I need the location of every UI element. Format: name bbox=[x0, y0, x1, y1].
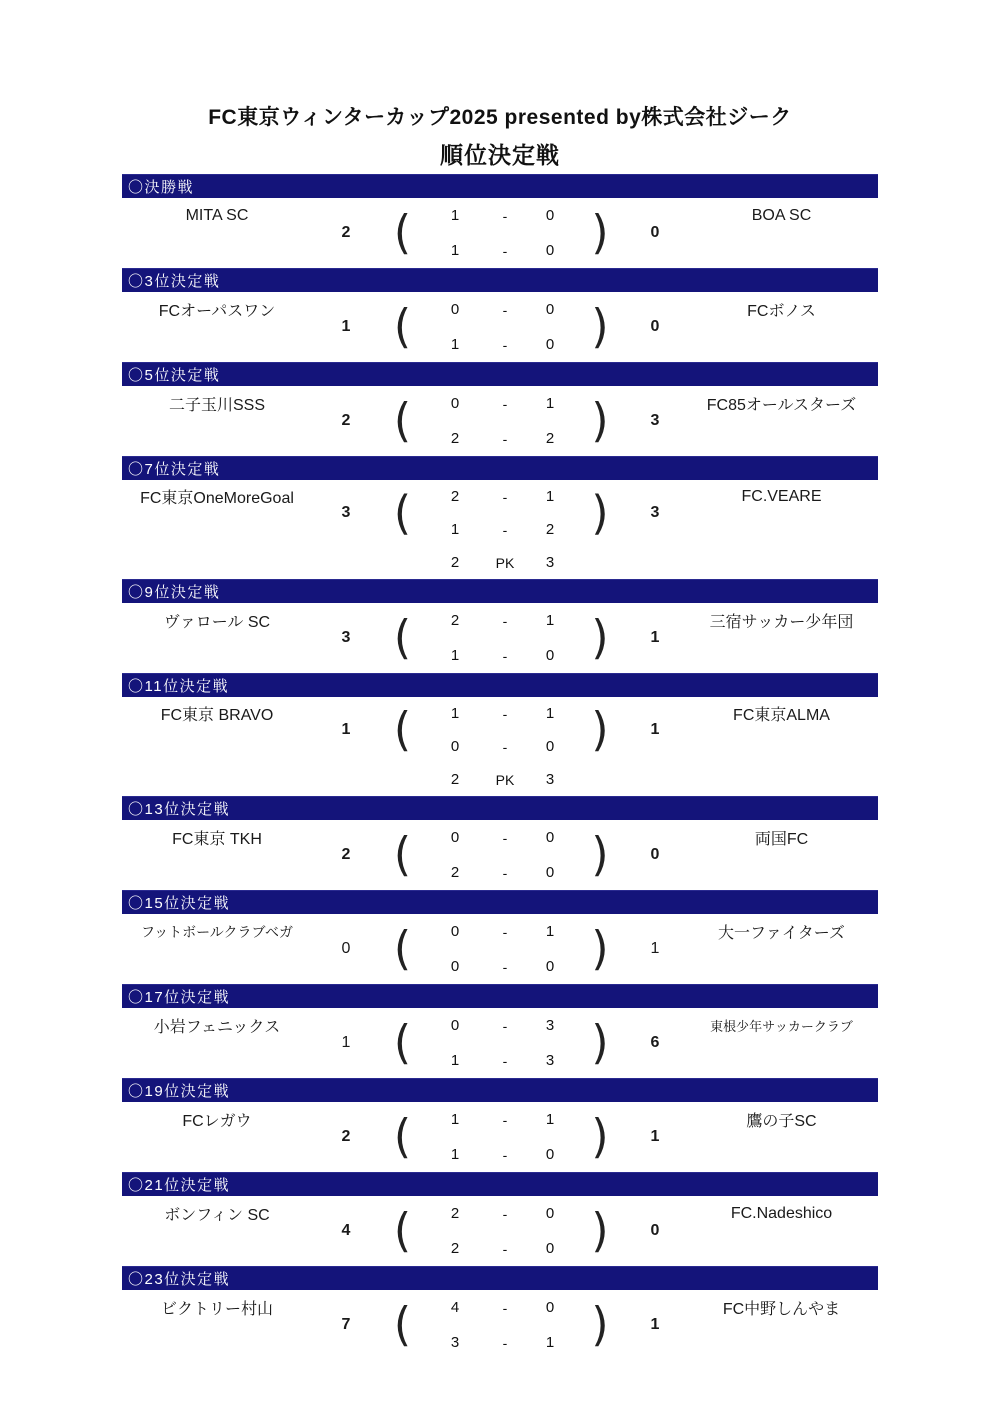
close-paren: ) bbox=[591, 703, 609, 757]
away-team-name: FC85オールスターズ bbox=[706, 397, 857, 414]
section-header-label: 〇23位決定戦 bbox=[128, 1271, 231, 1288]
away-team-name: FC中野しんやま bbox=[722, 1301, 841, 1318]
match-row bbox=[122, 386, 878, 456]
section-header-label: 〇17位決定戦 bbox=[128, 989, 231, 1006]
period2-separator: - bbox=[502, 647, 508, 664]
match-row bbox=[122, 603, 878, 673]
period1-away-score: 0 bbox=[545, 1299, 555, 1316]
period1-home-score: 0 bbox=[450, 1017, 460, 1034]
period2-away-score: 0 bbox=[545, 958, 555, 975]
period2-away-score: 0 bbox=[545, 336, 555, 353]
home-team-name: 小岩フェニックス bbox=[153, 1019, 281, 1036]
home-score: 2 bbox=[341, 412, 351, 429]
page-subtitle: 順位決定戦 bbox=[440, 142, 560, 168]
period1-separator: - bbox=[502, 1205, 508, 1222]
period1-away-score: 1 bbox=[545, 488, 555, 505]
match-section-17th bbox=[122, 984, 878, 1078]
section-header-label: 〇7位決定戦 bbox=[128, 461, 221, 478]
period2-away-score: 0 bbox=[545, 647, 555, 664]
match-row bbox=[122, 1008, 878, 1078]
away-team-name: 東根少年サッカークラブ bbox=[710, 1019, 853, 1034]
away-team-name: 三宿サッカー少年団 bbox=[709, 614, 854, 631]
period2-home-score: 1 bbox=[450, 1146, 460, 1163]
period2-separator: - bbox=[502, 336, 508, 353]
open-paren: ( bbox=[393, 1204, 412, 1258]
away-team-name: 両国FC bbox=[754, 831, 809, 848]
close-paren: ) bbox=[591, 1110, 609, 1164]
period2-home-score: 2 bbox=[450, 430, 460, 447]
home-team-name: FCレガウ bbox=[182, 1113, 252, 1130]
close-paren: ) bbox=[591, 1298, 609, 1352]
section-header bbox=[122, 1172, 878, 1196]
open-paren: ( bbox=[393, 1110, 412, 1164]
home-team-name: FC東京OneMoreGoal bbox=[140, 490, 294, 507]
away-team-name: 大一ファイターズ bbox=[718, 925, 845, 942]
period2-home-score: 2 bbox=[450, 1240, 460, 1257]
close-paren: ) bbox=[591, 922, 609, 976]
period2-separator: - bbox=[502, 430, 508, 447]
period2-home-score: 1 bbox=[450, 1052, 460, 1069]
away-score: 1 bbox=[650, 629, 660, 646]
home-score: 2 bbox=[341, 224, 351, 241]
close-paren: ) bbox=[591, 1016, 609, 1070]
match-row bbox=[122, 820, 878, 890]
period2-away-score: 0 bbox=[545, 738, 555, 755]
period2-away-score: 2 bbox=[545, 430, 555, 447]
away-score: 1 bbox=[650, 940, 660, 957]
period1-separator: - bbox=[502, 612, 508, 629]
match-section-21st bbox=[122, 1172, 878, 1266]
home-team-name: ビクトリー村山 bbox=[160, 1301, 273, 1318]
home-score: 1 bbox=[341, 318, 351, 335]
away-team-name: BOA SC bbox=[751, 206, 812, 224]
period2-home-score: 1 bbox=[450, 336, 460, 353]
away-score: 0 bbox=[650, 224, 660, 241]
period1-away-score: 1 bbox=[545, 612, 555, 629]
results-table bbox=[122, 174, 878, 1360]
period1-away-score: 1 bbox=[545, 1111, 555, 1128]
period2-separator: - bbox=[502, 958, 508, 975]
period1-home-score: 1 bbox=[450, 1111, 460, 1128]
period1-home-score: 0 bbox=[450, 395, 460, 412]
home-team-name: ボンフィン SC bbox=[164, 1207, 270, 1224]
away-score: 6 bbox=[650, 1034, 660, 1051]
open-paren: ( bbox=[393, 703, 412, 757]
match-row bbox=[122, 1102, 878, 1172]
match-row bbox=[122, 697, 878, 796]
period2-separator: - bbox=[502, 1240, 508, 1257]
period1-home-score: 1 bbox=[450, 207, 460, 224]
home-team-name: FCオーパスワン bbox=[158, 303, 276, 320]
section-header bbox=[122, 268, 878, 292]
period1-separator: - bbox=[502, 1111, 508, 1128]
away-score: 1 bbox=[650, 721, 660, 738]
home-score: 4 bbox=[341, 1222, 351, 1239]
home-team-name: FC東京 TKH bbox=[172, 831, 262, 848]
match-row bbox=[122, 198, 878, 268]
open-paren: ( bbox=[393, 611, 412, 665]
home-score: 2 bbox=[341, 846, 351, 863]
period1-separator: - bbox=[502, 207, 508, 224]
period2-home-score: 1 bbox=[450, 521, 460, 538]
period1-home-score: 0 bbox=[450, 301, 460, 318]
section-header-label: 〇決勝戦 bbox=[128, 179, 195, 196]
period1-home-score: 4 bbox=[450, 1299, 460, 1316]
close-paren: ) bbox=[591, 611, 609, 665]
period1-separator: - bbox=[502, 488, 508, 505]
section-header bbox=[122, 362, 878, 386]
match-row bbox=[122, 1196, 878, 1266]
section-header-label: 〇5位決定戦 bbox=[128, 367, 221, 384]
away-team-name: FC東京ALMA bbox=[733, 707, 830, 724]
period2-home-score: 0 bbox=[450, 738, 460, 755]
period2-separator: - bbox=[502, 1334, 508, 1351]
period2-home-score: 1 bbox=[450, 242, 460, 259]
period2-away-score: 0 bbox=[545, 242, 555, 259]
match-section-7th bbox=[122, 456, 878, 579]
period1-separator: - bbox=[502, 395, 508, 412]
away-team-name: 鷹の子SC bbox=[746, 1113, 817, 1130]
period1-separator: - bbox=[502, 923, 508, 940]
home-score: 1 bbox=[341, 1034, 351, 1051]
match-section-9th bbox=[122, 579, 878, 673]
period1-away-score: 1 bbox=[545, 395, 555, 412]
section-header-label: 〇3位決定戦 bbox=[128, 273, 221, 290]
close-paren: ) bbox=[591, 206, 609, 260]
home-team-name: 二子玉川SSS bbox=[168, 397, 266, 414]
pk-home-score: 2 bbox=[450, 771, 460, 788]
home-team-name: FC東京 BRAVO bbox=[160, 707, 274, 724]
home-score: 2 bbox=[341, 1128, 351, 1145]
section-header bbox=[122, 1266, 878, 1290]
period2-away-score: 2 bbox=[545, 521, 555, 538]
section-header bbox=[122, 796, 878, 820]
period2-separator: - bbox=[502, 1052, 508, 1069]
section-header bbox=[122, 984, 878, 1008]
home-score: 0 bbox=[341, 940, 351, 957]
pk-away-score: 3 bbox=[545, 554, 555, 571]
close-paren: ) bbox=[591, 394, 609, 448]
home-score: 1 bbox=[341, 721, 351, 738]
period2-separator: - bbox=[502, 864, 508, 881]
match-section-3rd bbox=[122, 268, 878, 362]
period2-away-score: 3 bbox=[545, 1052, 555, 1069]
away-score: 3 bbox=[650, 504, 660, 521]
open-paren: ( bbox=[393, 922, 412, 976]
match-section-13th bbox=[122, 796, 878, 890]
match-section-19th bbox=[122, 1078, 878, 1172]
section-header bbox=[122, 174, 878, 198]
period1-away-score: 0 bbox=[545, 829, 555, 846]
period1-away-score: 1 bbox=[545, 705, 555, 722]
open-paren: ( bbox=[393, 828, 412, 882]
period1-away-score: 3 bbox=[545, 1017, 555, 1034]
open-paren: ( bbox=[393, 394, 412, 448]
match-section-11th bbox=[122, 673, 878, 796]
open-paren: ( bbox=[393, 1298, 412, 1352]
period1-separator: - bbox=[502, 705, 508, 722]
section-header-label: 〇13位決定戦 bbox=[128, 801, 231, 818]
period1-home-score: 2 bbox=[450, 612, 460, 629]
match-row bbox=[122, 292, 878, 362]
open-paren: ( bbox=[393, 300, 412, 354]
home-team-name: MITA SC bbox=[185, 206, 249, 224]
period1-away-score: 0 bbox=[545, 207, 555, 224]
pk-home-score: 2 bbox=[450, 554, 460, 571]
period1-home-score: 0 bbox=[450, 923, 460, 940]
period2-away-score: 0 bbox=[545, 864, 555, 881]
period1-home-score: 1 bbox=[450, 705, 460, 722]
section-header-label: 〇19位決定戦 bbox=[128, 1083, 231, 1100]
period2-separator: - bbox=[502, 521, 508, 538]
period2-home-score: 0 bbox=[450, 958, 460, 975]
period1-away-score: 0 bbox=[545, 301, 555, 318]
period1-separator: - bbox=[502, 1299, 508, 1316]
title-block bbox=[0, 0, 1000, 174]
period2-separator: - bbox=[502, 738, 508, 755]
section-header bbox=[122, 890, 878, 914]
period2-away-score: 0 bbox=[545, 1240, 555, 1257]
period1-home-score: 2 bbox=[450, 1205, 460, 1222]
home-team-name: フットボールクラブベガ bbox=[141, 923, 293, 940]
away-score: 0 bbox=[650, 846, 660, 863]
section-header-label: 〇15位決定戦 bbox=[128, 895, 231, 912]
section-header bbox=[122, 456, 878, 480]
away-score: 0 bbox=[650, 318, 660, 335]
away-team-name: FC.Nadeshico bbox=[730, 1204, 833, 1222]
away-score: 3 bbox=[650, 412, 660, 429]
period1-away-score: 0 bbox=[545, 1205, 555, 1222]
section-header bbox=[122, 579, 878, 603]
away-score: 1 bbox=[650, 1316, 660, 1333]
period1-home-score: 2 bbox=[450, 488, 460, 505]
close-paren: ) bbox=[591, 486, 609, 540]
match-section-5th bbox=[122, 362, 878, 456]
away-score: 1 bbox=[650, 1128, 660, 1145]
away-team-name: FCボノス bbox=[747, 303, 816, 320]
open-paren: ( bbox=[393, 486, 412, 540]
home-score: 7 bbox=[341, 1316, 351, 1333]
home-team-name: ヴァロール SC bbox=[163, 614, 271, 631]
section-header-label: 〇9位決定戦 bbox=[128, 584, 221, 601]
period2-home-score: 3 bbox=[450, 1334, 460, 1351]
section-header-label: 〇11位決定戦 bbox=[128, 678, 230, 695]
period2-away-score: 1 bbox=[545, 1334, 555, 1351]
open-paren: ( bbox=[393, 1016, 412, 1070]
match-section-15th bbox=[122, 890, 878, 984]
open-paren: ( bbox=[393, 206, 412, 260]
page-title: FC東京ウィンターカップ2025 presented by株式会社ジーク bbox=[208, 106, 792, 129]
period2-separator: - bbox=[502, 242, 508, 259]
pk-away-score: 3 bbox=[545, 771, 555, 788]
match-row bbox=[122, 1290, 878, 1360]
match-row bbox=[122, 480, 878, 579]
match-section-final bbox=[122, 174, 878, 268]
period1-away-score: 1 bbox=[545, 923, 555, 940]
away-team-name: FC.VEARE bbox=[741, 487, 822, 505]
home-score: 3 bbox=[341, 629, 351, 646]
away-score: 0 bbox=[650, 1222, 660, 1239]
section-header bbox=[122, 1078, 878, 1102]
period1-separator: - bbox=[502, 1017, 508, 1034]
match-section-23rd bbox=[122, 1266, 878, 1360]
close-paren: ) bbox=[591, 300, 609, 354]
period1-separator: - bbox=[502, 829, 508, 846]
home-score: 3 bbox=[341, 504, 351, 521]
pk-separator: PK bbox=[495, 771, 515, 788]
section-header-label: 〇21位決定戦 bbox=[128, 1177, 231, 1194]
match-row bbox=[122, 914, 878, 984]
period1-separator: - bbox=[502, 301, 508, 318]
period2-home-score: 2 bbox=[450, 864, 460, 881]
period1-home-score: 0 bbox=[450, 829, 460, 846]
period2-away-score: 0 bbox=[545, 1146, 555, 1163]
period2-home-score: 1 bbox=[450, 647, 460, 664]
close-paren: ) bbox=[591, 828, 609, 882]
pk-separator: PK bbox=[495, 554, 515, 571]
close-paren: ) bbox=[591, 1204, 609, 1258]
section-header bbox=[122, 673, 878, 697]
period2-separator: - bbox=[502, 1146, 508, 1163]
